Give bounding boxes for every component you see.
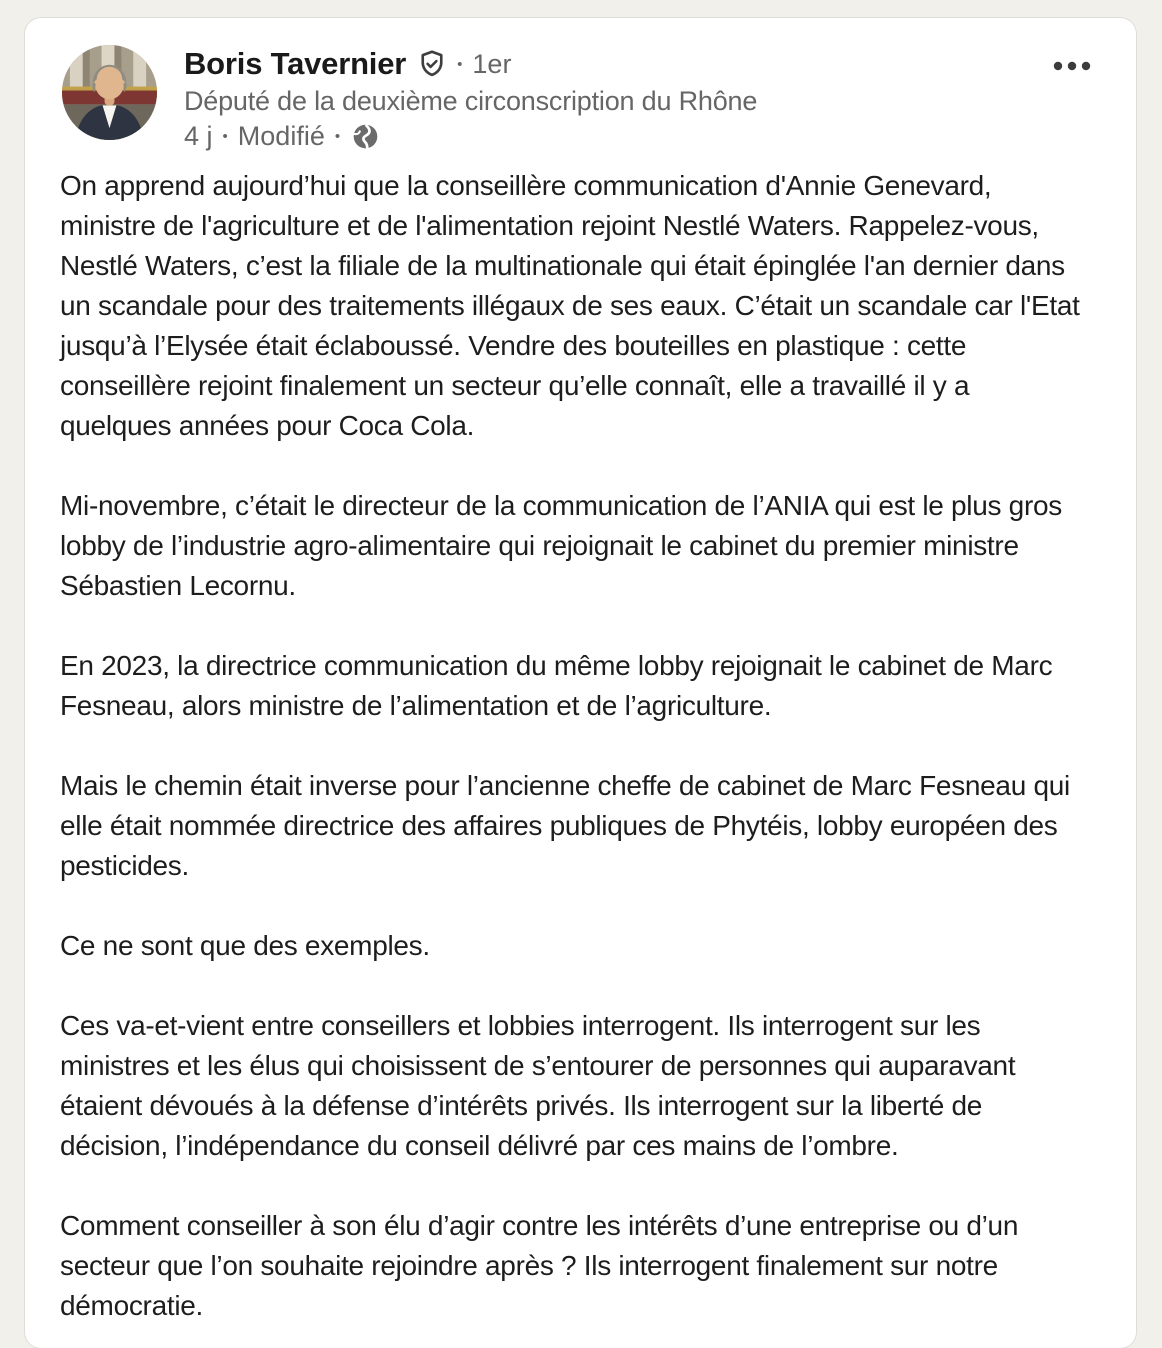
author-name-row bbox=[184, 46, 757, 82]
paragraph: Mi-novembre, c’était le directeur de la communication de l’ANIA qui est le plus gros lobby de l’industrie agro-alimentaire qui rejoignait le cabinet du premier ministre Sébastien Lecornu. bbox=[60, 490, 1070, 601]
paragraph: Comment conseiller à son élu d’agir contre les intérêts d’une entreprise ou d’un secteur que l’on souhaite rejoindre après ? Ils interrogent finalement sur notre démocratie. bbox=[60, 1210, 1026, 1321]
paragraph: On apprend aujourd’hui que la conseillère communication d'Annie Genevard, ministre de l'agriculture et de l'alimentation rejoint Nestlé Waters. Rappelez-vous, Nestlé Waters, c’est la filiale de la multinationale qui était épinglée l'an dernier dans un scandale pour des traitements illégaux de ses eaux. C’était un scandale car l'Etat jusqu’à l’Elysée était éclaboussé. Vendre des bouteilles en plastique : cette conseillère rejoint finalement un secteur qu’elle connaît, elle a travaillé il y a quelques années pour Coca Cola. bbox=[60, 170, 1088, 441]
paragraph: Mais le chemin était inverse pour l’ancienne cheffe de cabinet de Marc Fesneau qui elle était nommée directrice des affaires publiques de Phytéis, lobby européen des pesticides. bbox=[60, 770, 1078, 881]
post-menu-button[interactable] bbox=[1044, 52, 1102, 83]
paragraph: Ces va-et-vient entre conseillers et lobbies interrogent. Ils interrogent sur les ministres et les élus qui choisissent de s’entourer de personnes qui auparavant étaient dévoués à la défense d’intérêts privés. Ils interrogent sur la liberté de décision, l’indépendance du conseil délivré par ces mains de l’ombre. bbox=[60, 1010, 1023, 1161]
post-text bbox=[25, 152, 1136, 1326]
paragraph: Ce ne sont que des exemples. bbox=[60, 930, 430, 961]
edited-label: Modifié bbox=[237, 121, 325, 151]
author-avatar[interactable] bbox=[62, 45, 157, 140]
post-age: 4 j bbox=[184, 121, 213, 151]
author-headline: Député de la deuxième circonscription du Rhône bbox=[184, 86, 758, 116]
separator-dot: • bbox=[457, 55, 463, 73]
avatar-photo bbox=[62, 45, 157, 140]
post-header bbox=[25, 18, 1136, 152]
author-info bbox=[184, 45, 757, 152]
separator-dot: • bbox=[334, 127, 341, 145]
post-meta bbox=[184, 120, 757, 152]
paragraph: En 2023, la directrice communication du même lobby rejoignait le cabinet de Marc Fesneau, alors ministre de l’alimentation et de l’agriculture. bbox=[60, 650, 1060, 721]
globe-icon bbox=[352, 123, 379, 150]
author-name[interactable]: Boris Tavernier bbox=[184, 46, 407, 81]
connection-degree: 1er bbox=[472, 49, 512, 79]
separator-dot: • bbox=[222, 127, 228, 145]
verified-shield-icon bbox=[417, 49, 447, 79]
ellipsis-icon bbox=[1052, 60, 1094, 72]
post-card bbox=[25, 18, 1136, 1348]
